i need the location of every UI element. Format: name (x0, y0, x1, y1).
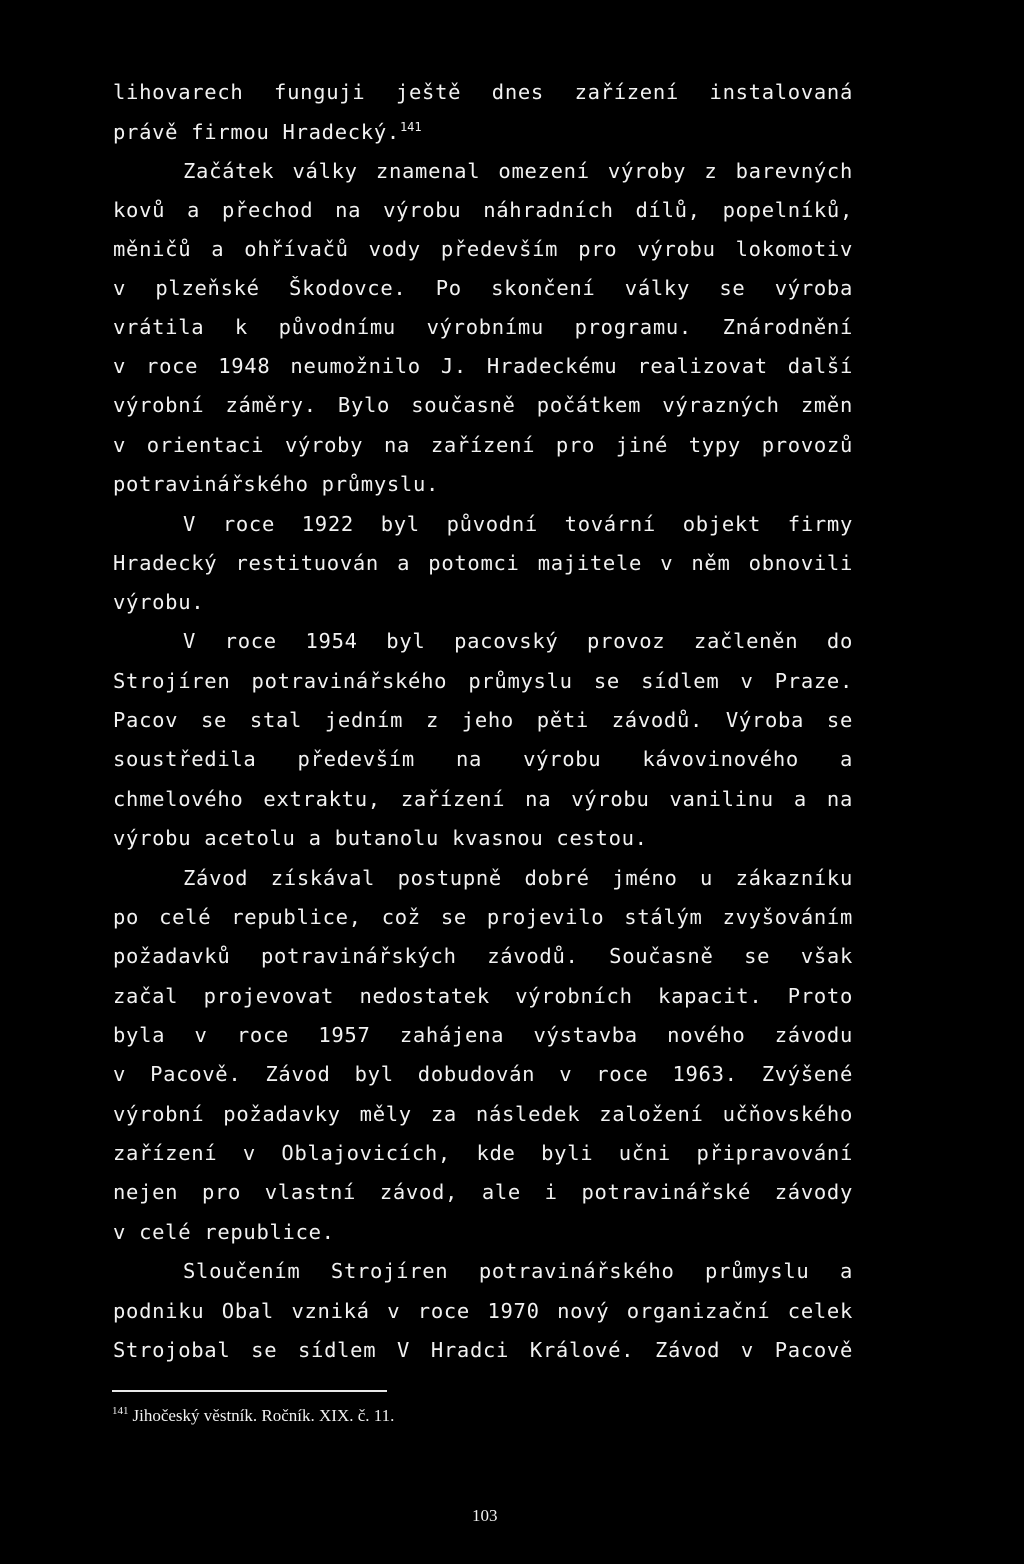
footnote-separator (112, 1390, 387, 1392)
footnote-number: 141 (112, 1405, 129, 1418)
text-line: lihovarech funguji ještě dnes zařízení instalovaná (113, 80, 853, 104)
paragraph-first-line: V roce 1922 byl původní tovární objekt firmy (183, 512, 853, 536)
paragraph-first-line: V roce 1954 byl pacovský provoz začleněn do (183, 629, 853, 653)
text-line: výrobu. (113, 590, 205, 614)
page-number: 103 (472, 1506, 498, 1525)
text-line: kovů a přechod na výrobu náhradních dílů, popelníků, (113, 198, 853, 222)
text-line: v celé republice. (113, 1220, 335, 1244)
text-line: měničů a ohřívačů vody především pro výrobu lokomotiv (113, 237, 853, 261)
text-line: podniku Obal vzniká v roce 1970 nový organizační celek (113, 1299, 853, 1323)
text-line: Pacov se stal jedním z jeho pěti závodů. Výroba se (113, 708, 853, 732)
text-line: vrátila k původnímu výrobnímu programu. Znárodnění (113, 315, 853, 339)
paragraph-first-line: Sloučením Strojíren potravinářského průmyslu a (183, 1259, 853, 1283)
text-line: v plzeňské Škodovce. Po skončení války se výroba (113, 276, 853, 300)
text-line: výrobní požadavky měly za následek založení učňovského (113, 1102, 853, 1126)
text-line: Strojobal se sídlem V Hradci Králové. Závod v Pacově (113, 1338, 853, 1362)
footnote-text: Jihočeský věstník. Ročník. XIX. č. 11. (132, 1406, 395, 1425)
text-line: v Pacově. Závod byl dobudován v roce 1963. Zvýšené (113, 1062, 853, 1086)
text-line: soustředila především na výrobu kávovinového a (113, 747, 853, 771)
text-line: nejen pro vlastní závod, ale i potravinářské závody (113, 1180, 853, 1204)
text-line: výrobní záměry. Bylo současně počátkem výrazných změn (113, 393, 853, 417)
text-line: začal projevovat nedostatek výrobních kapacit. Proto (113, 984, 853, 1008)
text-line: požadavků potravinářských závodů. Současně se však (113, 944, 853, 968)
text-line: výrobu acetolu a butanolu kvasnou cestou. (113, 826, 648, 850)
text-line: Hradecký restituován a potomci majitele v něm obnovili (113, 551, 853, 575)
text-line: v roce 1948 neumožnilo J. Hradeckému realizovat další (113, 354, 853, 378)
text-line: zařízení v Oblajovicích, kde byli učni připravování (113, 1141, 853, 1165)
text-line: v orientaci výroby na zařízení pro jiné typy provozů (113, 433, 853, 457)
footnote (112, 1404, 394, 1428)
text-line: Strojíren potravinářského průmyslu se sídlem v Praze. (113, 669, 853, 693)
text-line-with-footnote (113, 118, 422, 146)
text-line: po celé republice, což se projevilo stálým zvyšováním (113, 905, 853, 929)
text-line: byla v roce 1957 zahájena výstavba nového závodu (113, 1023, 853, 1047)
text-line: chmelového extraktu, zařízení na výrobu vanilinu a na (113, 787, 853, 811)
text-line: právě firmou Hradecký. (113, 120, 400, 144)
footnote-reference: 141 (399, 120, 422, 135)
paragraph-first-line: Začátek války znamenal omezení výroby z barevných (183, 159, 853, 183)
paragraph-first-line: Závod získával postupně dobré jméno u zákazníku (183, 866, 853, 890)
text-line: potravinářského průmyslu. (113, 472, 440, 496)
